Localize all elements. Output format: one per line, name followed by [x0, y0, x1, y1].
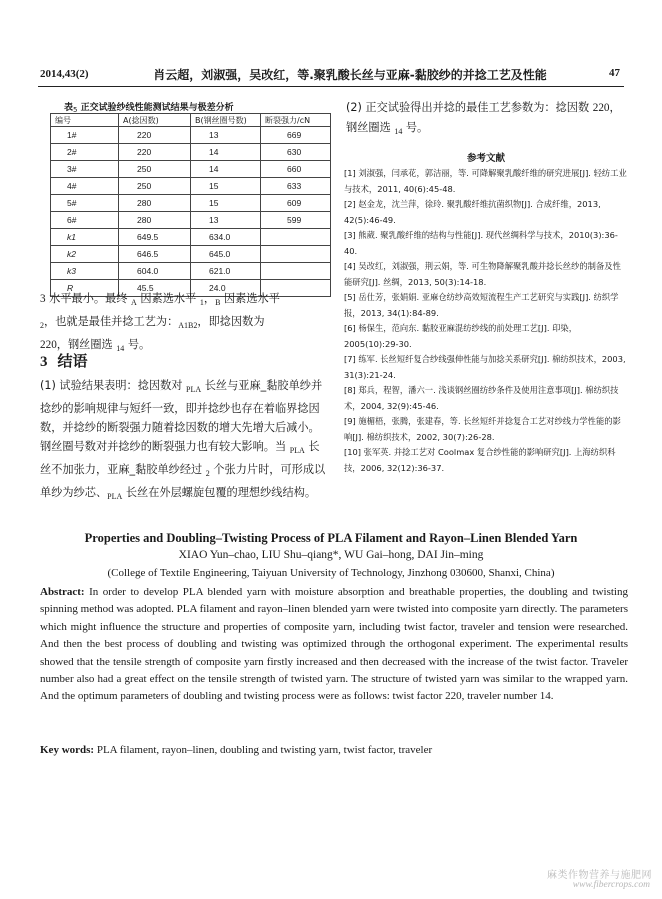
text-run: (2) 正交试验得出并捻的最佳工艺参数为：捻因数 [346, 101, 593, 114]
reference-item: [2] 赵金龙，沈兰萍，徐玲. 聚乳酸纤维抗菌织物[J]. 合成纤维，2013, 42(5):46-49. [344, 199, 601, 225]
text-run: 个张力片时，可形成以单纱为纱芯、 [40, 463, 326, 499]
table-cell: k2 [51, 246, 119, 263]
table-cell: 250 [119, 161, 191, 178]
table-header-cell: 编号 [51, 114, 119, 127]
text-run: 2 [40, 321, 44, 330]
table-cell: 621.0 [191, 263, 261, 280]
text-run: PLA [107, 492, 123, 501]
section-title: 结语 [57, 352, 88, 370]
table-header-cell: 断裂强力/cN [261, 114, 331, 127]
table-cell: 3# [51, 161, 119, 178]
reference-item: [6] 杨保生，范向东. 黏胶亚麻混纺纱线的前处理工艺[J]. 印染，2005(10):29-30. [344, 323, 577, 349]
text-run: 号。 [402, 121, 429, 134]
table-cell: 2# [51, 144, 119, 161]
text-run: A [131, 298, 137, 307]
table-cell: 280 [119, 212, 191, 229]
table-cell: 13 [191, 127, 261, 144]
table-cell: 15 [191, 178, 261, 195]
table-cell: 5# [51, 195, 119, 212]
table-cell: 13 [191, 212, 261, 229]
keywords-text: PLA filament, rayon–linen, doubling and twisting yarn, twist factor, traveler [94, 744, 433, 756]
page-number: 47 [609, 67, 620, 79]
references-list [344, 166, 628, 476]
abstract-text: In order to develop PLA blended yarn with moisture absorption and breathable properties, the doubling and twisting spinning method was adopted. PLA filament and rayon–linen blended yarn were twisted into composite yarn directly. The parameters which might influence the structure and properties of composite yarn, including twist factor, traveler and tension were researched. And then the best process of doubling and twisting was optimized through the orthogonal experiment. The experimental results showed that the tensile strength of composite yarn firstly increased and then decreased with the increase of the twist factor. Traveler number also had a great effect on the tensile strength of twisted yarn. The structure of twisted yarn was similar to the wrapped yarn. And the optimum parameters of doubling and twisting process were as follows: twist factor 220, traveler number 14. [40, 586, 628, 703]
text-run: 因素选水平 [136, 292, 200, 305]
table-header-cell: B(钢丝圈号数) [191, 114, 261, 127]
orthogonal-results-table [50, 113, 331, 297]
reference-item: [7] 练军. 长丝短纤复合纱线强伸性能与加捻关系研究[J]. 棉纺织技术，2003, 31(3):21-24. [344, 354, 626, 380]
text-run: 1 [199, 298, 204, 307]
reference-item: [10] 张军英. 并捻工艺对 Coolmax 复合纱性能的影响研究[J]. 上海纺织科技，2006, 32(12):36-37. [344, 447, 616, 473]
table-caption [64, 100, 314, 114]
table-cell: 250 [119, 178, 191, 195]
running-title: 肖云超，刘淑强，吴改红，等.聚乳酸长丝与亚麻-黏胶纱的并捻工艺及性能 [153, 68, 547, 82]
text-run: PLA [186, 385, 202, 394]
text-run: 220 [592, 102, 610, 114]
table-cell: 660 [261, 161, 331, 178]
result-paragraph [40, 289, 328, 358]
table-caption-prefix: 表 [64, 103, 74, 113]
table-cell: 24.0 [191, 280, 261, 297]
table-cell: 646.5 [119, 246, 191, 263]
reference-item: [1] 刘淑强，闫承花，郭洁丽，等. 可降解聚乳酸纤维的研究进展[J]. 轻纺工业与技术，2011, 40(6):45-48. [344, 168, 627, 194]
table-cell: 14 [191, 144, 261, 161]
table-row [51, 195, 331, 212]
text-run: ， [203, 292, 216, 305]
text-run: 号。 [124, 338, 151, 351]
table-cell: 14 [191, 161, 261, 178]
table-cell: k1 [51, 229, 119, 246]
watermark-text: 麻类作物营养与施肥网 [547, 870, 652, 881]
table-cell: 15 [191, 195, 261, 212]
table-cell: 6# [51, 212, 119, 229]
reference-item: [4] 吴改红，刘淑强，荆云娟，等. 可生物降解聚乳酸并捻长丝纱的制备及性能研究[J]. 丝绸，2013, 50(3):14-18. [344, 261, 621, 287]
text-run: (1) 试验结果表明：捻因数对 [40, 379, 187, 392]
english-abstract [40, 584, 628, 706]
text-run: 14 [394, 127, 403, 136]
text-run: 220 [40, 339, 57, 351]
table-cell: R [51, 280, 119, 297]
table-cell: 649.5 [119, 229, 191, 246]
english-title: Properties and Doubling–Twisting Process of PLA Filament and Rayon–Linen Blended Yarn [84, 531, 578, 545]
conclusion-paragraph [40, 376, 328, 506]
reference-item: [3] 熊葳. 聚乳酸纤维的结构与性能[J]. 现代丝绸科学与技术，2010(3):36-40. [344, 230, 618, 256]
english-affiliation: (College of Textile Engineering, Taiyuan University of Technology, Jinzhong 030600, Shanxi, China) [107, 567, 555, 579]
table-cell: 669 [261, 127, 331, 144]
text-run: ，钢丝圈选 [56, 338, 117, 351]
table-cell: 645.0 [191, 246, 261, 263]
text-run: ，也就是最佳并捻工艺为： [44, 315, 179, 328]
table-row [51, 178, 331, 195]
text-run: PLA [289, 446, 305, 455]
table-cell: 1# [51, 127, 119, 144]
table-cell: 280 [119, 195, 191, 212]
table-row [51, 212, 331, 229]
table-row [51, 161, 331, 178]
table-row [51, 144, 331, 161]
keywords-label: Key words: [40, 744, 95, 756]
text-run: 水平最小。最终 [45, 292, 132, 305]
journal-issue: 2014,43(2) [40, 68, 89, 80]
table-cell: 633 [261, 178, 331, 195]
text-run: 长丝在外层螺旋包覆的理想纱线结构。 [122, 486, 317, 499]
reference-item: [9] 施楣梧，张腾，张建春，等. 长丝短纤并捻复合工艺对纱线力学性能的影响[J]. 棉纺织技术，2002, 30(7):26-28. [344, 416, 621, 442]
table-cell: 604.0 [119, 263, 191, 280]
table-header-cell: A(捻因数) [119, 114, 191, 127]
text-run: 2 [205, 469, 210, 478]
table-cell: 609 [261, 195, 331, 212]
table-row [51, 127, 331, 144]
table-row [51, 263, 331, 280]
header-rule [38, 86, 624, 87]
references-title: 参考文献 [466, 153, 505, 164]
table-caption-text: 正交试验纱线性能测试结果与极差分析 [77, 103, 234, 113]
table-row [51, 246, 331, 263]
table-cell: 599 [261, 212, 331, 229]
text-run: 3 [40, 293, 46, 305]
text-run: 因素选水平 [220, 292, 280, 305]
table-cell [261, 246, 331, 263]
table-cell: 220 [119, 127, 191, 144]
conclusion-paragraph-2 [346, 98, 626, 141]
table-caption-number: 5 [73, 106, 78, 114]
text-run: 长丝与亚麻_黏胶单纱并捻纱的影响规律与短纤一致，即并捻纱也存在着临界捻因数，并捻纱的断裂强力随着捻因数的增大先增大后减小。钢丝圈号数对并捻纱的断裂强力也有较大影响。当 [40, 379, 323, 453]
table-cell: 45.5 [119, 280, 191, 297]
abstract-label: Abstract: [40, 586, 85, 598]
table-cell: 634.0 [191, 229, 261, 246]
table-row [51, 229, 331, 246]
english-authors: XIAO Yun–chao, LIU Shu–qiang*, WU Gai–hong, DAI Jin–ming [178, 549, 484, 561]
text-run: B [215, 298, 221, 307]
table-cell [261, 229, 331, 246]
table-cell: 220 [119, 144, 191, 161]
english-keywords [40, 744, 628, 756]
table-cell: 630 [261, 144, 331, 161]
table-cell: k3 [51, 263, 119, 280]
reference-item: [5] 岳仕芳，张娟娟. 亚麻仓纺纱高效短流程生产工艺研究与实践[J]. 纺织学报，2013, 34(1):84-89. [344, 292, 619, 318]
section-heading [40, 350, 88, 371]
text-run: A1B2 [178, 321, 198, 330]
text-run: 14 [116, 344, 125, 353]
table-header-row [51, 114, 331, 127]
text-run: 长丝不加张力，亚麻_黏胶单纱经过 [40, 440, 320, 476]
text-run: ，即捻因数为 [197, 315, 265, 328]
section-number: 3 [40, 354, 48, 370]
watermark-url: www.fibercrops.com [572, 880, 650, 890]
table-cell [261, 263, 331, 280]
text-run: ，钢丝圈选 [346, 101, 621, 134]
table-cell: 4# [51, 178, 119, 195]
reference-item: [8] 郑兵，程智，潘六一. 浅谈钢丝圈纺纱条件及使用注意事项[J]. 棉纺织技术，2004, 32(9):45-46. [344, 385, 619, 411]
